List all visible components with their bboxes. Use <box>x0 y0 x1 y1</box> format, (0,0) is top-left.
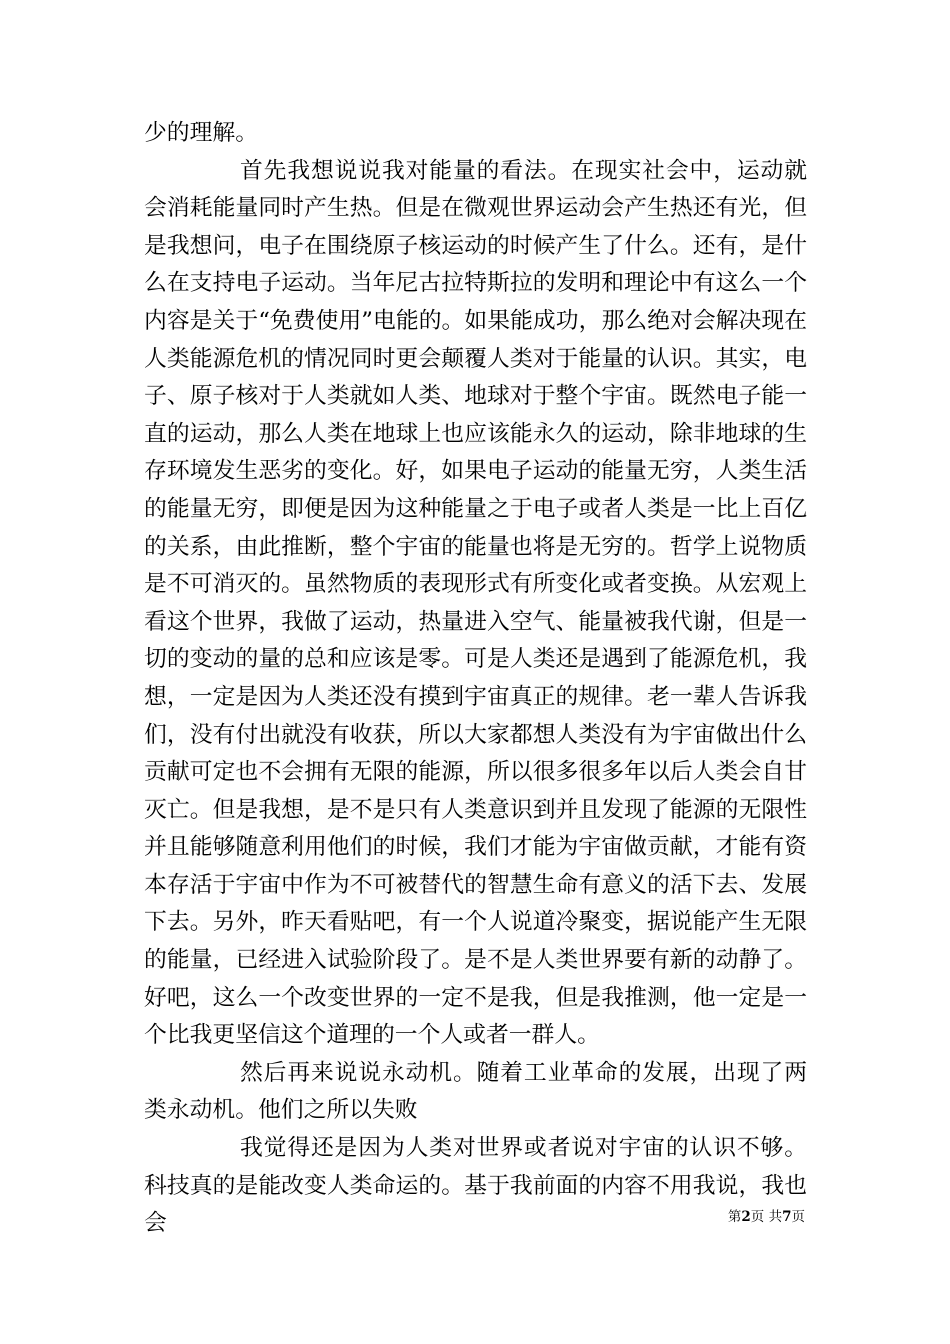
footer-suffix: 页 <box>791 1209 805 1225</box>
footer-middle: 页 共 <box>750 1209 783 1225</box>
paragraph-energy-view: 首先我想说说我对能量的看法。在现实社会中，运动就会消耗能量同时产生热。但是在微观世界运动会产生热还有光，但是我想问，电子在围绕原子核运动的时候产生了什么。还有，是什么在支持电子运动。当年尼古拉特斯拉的发明和理论中有这么一个内容是关于“免费使用”电能的。如果能成功，那么绝对会解决现在人类能源危机的情况同时更会颠覆人类对于能量的认识。其实，电子、原子核对于人类就如人类、地球对于整个宇宙。既然电子能一直的运动，那么人类在地球上也应该能永久的运动，除非地球的生存环境发生恶劣的变化。好，如果电子运动的能量无穷，人类生活的能量无穷，即便是因为这种能量之于电子或者人类是一比上百亿的关系，由此推断，整个宇宙的能量也将是无穷的。哲学上说物质是不可消灭的。虽然物质的表现形式有所变化或者变换。从宏观上看这个世界，我做了运动，热量进入空气、能量被我代谢，但是一切的变动的量的总和应该是零。可是人类还是遇到了能源危机，我想，一定是因为人类还没有摸到宇宙真正的规律。老一辈人告诉我们，没有付出就没有收获，所以大家都想人类没有为宇宙做出什么贡献可定也不会拥有无限的能源，所以很多很多年以后人类会自甘灭亡。但是我想，是不是只有人类意识到并且发现了能源的无限性并且能够随意利用他们的时候，我们才能为宇宙做贡献，才能有资本存活于宇宙中作为不可被替代的智慧生命有意义的活下去、发展下去。另外，昨天看贴吧，有一个人说道冷聚变，据说能产生无限的能量，已经进入试验阶段了。是不是人类世界要有新的动静了。好吧，这么一个改变世界的一定不是我，但是我推测，他一定是一个比我更坚信这个道理的一个人或者一群人。 <box>144 157 807 1049</box>
body-text <box>144 115 807 1243</box>
footer-prefix: 第 <box>727 1209 742 1225</box>
paragraph-perpetual-motion: 然后再来说说永动机。随着工业革命的发展，出现了两类永动机。他们之所以失败 <box>144 1059 807 1124</box>
current-page-number: 2 <box>741 1209 751 1225</box>
paragraph-conclusion-start: 我觉得还是因为人类对世界或者说对宇宙的认识不够。科技真的是能改变人类命运的。基于我前面的内容不用我说，我也会 <box>144 1135 807 1237</box>
paragraph-continuation: 少的理解。 <box>144 120 258 146</box>
page-footer <box>728 1205 805 1225</box>
total-pages-number: 7 <box>782 1209 792 1225</box>
